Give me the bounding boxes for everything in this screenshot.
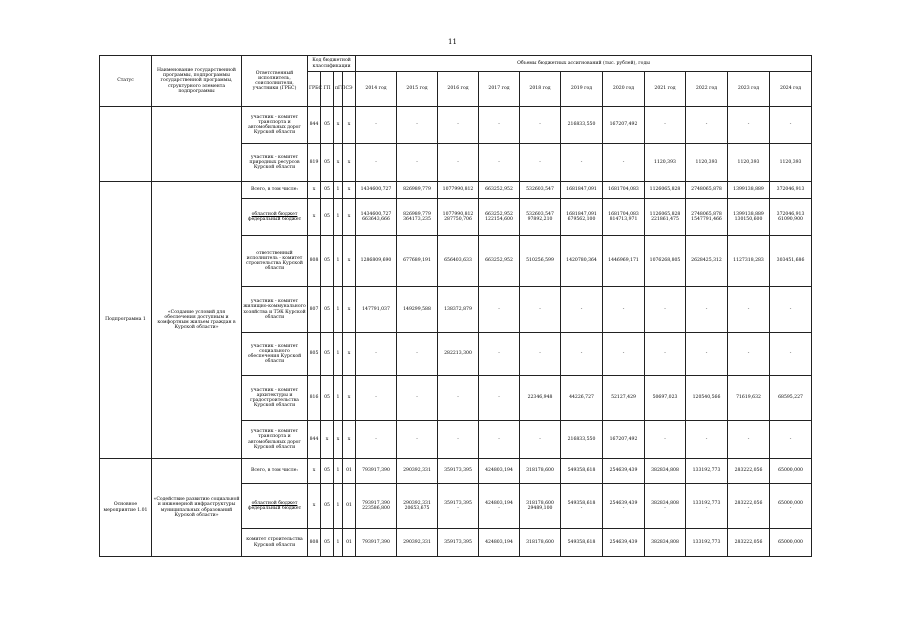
code-cell: 1 [334, 236, 343, 287]
value-cell: 65000,000 [770, 529, 812, 557]
code-cell: 808 [308, 529, 321, 557]
code-cell: 05 [321, 459, 334, 484]
code-cell: 1 [334, 287, 343, 333]
value-cell: 216833,550 [561, 421, 603, 459]
value-regional: 1399138,889 [733, 211, 764, 217]
value-cell: 44226,727 [561, 376, 603, 421]
value-cell: 1420780,364 [561, 236, 603, 287]
value-cell: 138372,879 [438, 287, 479, 333]
header-year: 2022 год [686, 72, 728, 107]
value-cell: - [686, 107, 728, 144]
executor-cell: участник - комитет архитектуры и градостроительства Курской области [242, 376, 308, 421]
value-cell-split [728, 199, 770, 236]
executor-cell: участник - комитет социального обеспечения Курской области [242, 333, 308, 376]
value-regional: 826989,779 [403, 211, 431, 217]
code-cell: x [343, 236, 356, 287]
header-year: 2023 год [728, 72, 770, 107]
value-regional: 1681704,083 [608, 211, 639, 217]
value-cell: - [356, 144, 397, 182]
code-cell: 805 [308, 333, 321, 376]
value-cell-split [770, 199, 812, 236]
code-cell: x [343, 287, 356, 333]
value-cell: 1446969,171 [603, 236, 645, 287]
value-cell: 549358,618 [561, 529, 603, 557]
value-cell: 71619,632 [728, 376, 770, 421]
value-federal: 814713,971 [609, 217, 638, 222]
executor-cell-split [242, 484, 308, 529]
executor-federal-budget: федеральный бюджет [247, 217, 302, 222]
value-regional: 1434600,727 [360, 211, 392, 217]
value-federal: - [664, 506, 666, 511]
value-cell-split [686, 484, 728, 529]
value-cell: 290392,331 [397, 459, 438, 484]
name-cell: «Создание условий для обеспечения доступным и комфортным жильем граждан в Курской области» [152, 182, 242, 459]
value-cell-split [561, 199, 603, 236]
header-executor: Ответственный исполнитель, соисполнители, участники (ГРБС) [242, 56, 308, 107]
code-cell: 1 [334, 199, 343, 236]
value-regional: 254639,439 [609, 500, 638, 506]
value-cell: - [645, 287, 686, 333]
value-cell: - [356, 376, 397, 421]
value-federal: 221861,475 [651, 217, 679, 222]
value-cell-split [645, 199, 686, 236]
value-cell: 2748065,878 [686, 182, 728, 199]
executor-cell: Всего, в том числе: [242, 182, 308, 199]
code-cell: 1 [334, 484, 343, 529]
value-cell-split [356, 484, 397, 529]
value-cell: - [520, 107, 561, 144]
value-cell: 359173,395 [438, 529, 479, 557]
code-cell: 807 [308, 287, 321, 333]
code-cell: 05 [321, 333, 334, 376]
value-cell: 549358,618 [561, 459, 603, 484]
value-regional: 549358,618 [567, 500, 596, 506]
value-regional: 318178,600 [526, 500, 554, 506]
value-cell: 793917,390 [356, 459, 397, 484]
value-cell-split [479, 199, 520, 236]
value-cell: 167207,492 [603, 107, 645, 144]
value-cell: - [356, 333, 397, 376]
value-federal: 1547791,466 [691, 217, 722, 222]
value-cell: 1286809,690 [356, 236, 397, 287]
executor-regional-budget: областной бюджет [251, 211, 298, 217]
value-cell: 318178,600 [520, 529, 561, 557]
header-year: 2014 год [356, 72, 397, 107]
value-regional: 65000,000 [778, 500, 803, 506]
value-cell: 424803,194 [479, 459, 520, 484]
value-regional: 372046,913 [776, 211, 805, 217]
value-federal: 97892,210 [527, 217, 553, 222]
value-cell: - [520, 333, 561, 376]
value-regional: 382834,808 [651, 500, 679, 506]
value-cell: - [479, 333, 520, 376]
value-regional: 424803,194 [485, 500, 513, 506]
value-cell: 1434600,727 [356, 182, 397, 199]
value-federal: 223586,800 [362, 506, 390, 511]
value-regional: 793917,390 [362, 500, 390, 506]
header-year: 2021 год [645, 72, 686, 107]
value-cell: 133192,773 [686, 459, 728, 484]
value-cell: - [561, 333, 603, 376]
header-se: СЭ [343, 72, 356, 107]
value-cell-split [438, 199, 479, 236]
value-cell: 282213,300 [438, 333, 479, 376]
value-cell: - [479, 144, 520, 182]
executor-cell: участник - комитет транспорта и автомобильных дорог Курской области [242, 421, 308, 459]
value-federal: 29489,100 [527, 506, 553, 511]
code-cell: x [308, 199, 321, 236]
value-cell: 52127,429 [603, 376, 645, 421]
code-cell: 1 [334, 333, 343, 376]
value-federal: 364173,235 [403, 217, 431, 222]
budget-table-container [99, 55, 811, 567]
value-cell: - [728, 421, 770, 459]
value-cell: - [770, 421, 812, 459]
value-regional: 1077990,812 [442, 211, 474, 217]
code-cell: x [343, 199, 356, 236]
value-cell: 283222,056 [728, 459, 770, 484]
budget-table [99, 55, 812, 557]
value-cell: 677689,191 [397, 236, 438, 287]
value-federal: - [789, 506, 792, 511]
value-cell: 254639,439 [603, 459, 645, 484]
value-cell: - [770, 333, 812, 376]
header-year: 2017 год [479, 72, 520, 107]
value-federal: 663643,666 [362, 217, 390, 222]
value-cell: 167207,492 [603, 421, 645, 459]
code-cell: 01 [343, 529, 356, 557]
value-cell: 663252,952 [479, 236, 520, 287]
header-year: 2016 год [438, 72, 479, 107]
executor-cell: Всего, в том числе: [242, 459, 308, 484]
code-cell: 844 [308, 107, 321, 144]
value-regional: 1126065,828 [649, 211, 681, 217]
value-cell: - [770, 287, 812, 333]
value-cell: 254639,439 [603, 529, 645, 557]
header-status: Статус [100, 56, 152, 107]
value-cell-split [356, 199, 397, 236]
header-volumes: Объемы бюджетных ассигнований (тыс. рублей), годы [356, 56, 812, 72]
value-cell: - [438, 107, 479, 144]
code-cell: x [343, 376, 356, 421]
value-cell: 656403,633 [438, 236, 479, 287]
value-federal: 61090,900 [778, 217, 803, 222]
value-cell: 318178,600 [520, 459, 561, 484]
code-cell: 05 [321, 107, 334, 144]
value-federal: 287750,706 [444, 217, 472, 222]
value-cell: 283222,056 [728, 529, 770, 557]
value-cell-split [561, 484, 603, 529]
value-cell: 290392,331 [397, 529, 438, 557]
executor-cell: участник - комитет жилищно-коммунального хозяйства и ТЭК Курской области [242, 287, 308, 333]
code-cell: x [334, 421, 343, 459]
header-pgp: пГП [334, 72, 343, 107]
value-cell: 133192,773 [686, 529, 728, 557]
value-cell: - [438, 421, 479, 459]
value-cell-split [479, 484, 520, 529]
code-cell: x [308, 459, 321, 484]
value-cell: 532603,547 [520, 182, 561, 199]
code-cell: 05 [321, 484, 334, 529]
header-gp: ГП [321, 72, 334, 107]
value-cell: 663252,952 [479, 182, 520, 199]
value-cell-split [686, 199, 728, 236]
value-cell: 1126065,828 [645, 182, 686, 199]
value-cell: - [356, 107, 397, 144]
value-cell: - [645, 421, 686, 459]
code-cell: x [343, 144, 356, 182]
value-cell: 424803,194 [479, 529, 520, 557]
header-year: 2015 год [397, 72, 438, 107]
value-cell: - [520, 421, 561, 459]
value-federal: 20653,675 [404, 506, 430, 511]
code-cell: 819 [308, 144, 321, 182]
value-cell: - [397, 376, 438, 421]
code-cell: x [343, 421, 356, 459]
value-cell: 216833,550 [561, 107, 603, 144]
code-cell: 05 [321, 199, 334, 236]
value-cell: 22346,948 [520, 376, 561, 421]
value-cell-split [645, 484, 686, 529]
value-cell: - [479, 376, 520, 421]
header-name: Наименование государственной программы, подпрограммы государственной программы, структурного элемента подпрограммы [152, 56, 242, 107]
value-cell: - [603, 144, 645, 182]
status-cell: Основное мероприятие 1.01 [100, 459, 152, 557]
value-cell: 1681704,083 [603, 182, 645, 199]
value-federal: - [747, 506, 750, 511]
value-cell: 382834,808 [645, 529, 686, 557]
value-federal: - [705, 506, 708, 511]
executor-cell: комитет строительства Курской области [242, 529, 308, 557]
executor-cell-split [242, 199, 308, 236]
value-regional: 532603,547 [526, 211, 554, 217]
page-number: 11 [448, 38, 457, 46]
header-grbs: ГРБС [308, 72, 321, 107]
value-federal: - [580, 506, 583, 511]
value-federal: - [622, 506, 625, 511]
header-year: 2020 год [603, 72, 645, 107]
value-cell: - [397, 421, 438, 459]
code-cell: 05 [321, 529, 334, 557]
table-row [100, 107, 812, 144]
value-cell: - [438, 144, 479, 182]
code-cell: 01 [343, 484, 356, 529]
value-cell-split [520, 484, 561, 529]
value-regional: 133192,773 [692, 500, 721, 506]
value-cell: 120540,566 [686, 376, 728, 421]
header-year: 2024 год [770, 72, 812, 107]
value-cell: 1076268,805 [645, 236, 686, 287]
header-budget-code: Код бюджетной классификации [308, 56, 356, 72]
code-cell: 1 [334, 529, 343, 557]
value-cell: - [603, 333, 645, 376]
value-cell: 68595,227 [770, 376, 812, 421]
value-federal: - [498, 506, 500, 511]
table-row [100, 459, 812, 484]
code-cell: 1 [334, 182, 343, 199]
value-federal: 130150,600 [734, 217, 763, 222]
code-cell: 05 [321, 287, 334, 333]
value-cell: - [520, 287, 561, 333]
value-cell: 1127318,283 [728, 236, 770, 287]
code-cell: 01 [343, 459, 356, 484]
value-cell: 1120,393 [770, 144, 812, 182]
value-cell: - [479, 421, 520, 459]
value-cell: - [770, 107, 812, 144]
code-cell: x [343, 182, 356, 199]
value-cell-split [520, 199, 561, 236]
value-regional: 290392,331 [403, 500, 431, 506]
value-federal: 679562,100 [567, 217, 596, 222]
value-cell: 372046,913 [770, 182, 812, 199]
executor-cell: участник - комитет природных ресурсов Курской области [242, 144, 308, 182]
executor-federal-budget: федеральный бюджет [247, 506, 302, 511]
value-cell: 1399138,889 [728, 182, 770, 199]
value-cell: - [686, 287, 728, 333]
value-cell: - [479, 287, 520, 333]
value-cell: 1120,393 [728, 144, 770, 182]
status-cell-empty [100, 107, 152, 182]
value-regional: 2748065,878 [691, 211, 722, 217]
value-cell-split [728, 484, 770, 529]
value-cell: 826989,779 [397, 182, 438, 199]
value-cell-split [397, 484, 438, 529]
value-cell: - [520, 144, 561, 182]
value-cell: 382834,808 [645, 459, 686, 484]
value-cell: 50697,023 [645, 376, 686, 421]
code-cell: x [308, 182, 321, 199]
table-row [100, 182, 812, 199]
value-cell: - [397, 144, 438, 182]
value-cell: 149299,588 [397, 287, 438, 333]
value-cell: 303451,686 [770, 236, 812, 287]
value-cell: - [728, 287, 770, 333]
value-cell: - [479, 107, 520, 144]
value-cell-split [603, 484, 645, 529]
code-cell: 1 [334, 459, 343, 484]
value-regional: 359173,395 [444, 500, 472, 506]
value-cell: 1120,393 [686, 144, 728, 182]
value-cell: 1120,393 [645, 144, 686, 182]
code-cell: x [308, 484, 321, 529]
value-cell-split [770, 484, 812, 529]
value-cell: 793917,390 [356, 529, 397, 557]
code-cell: 05 [321, 376, 334, 421]
code-cell: 1 [334, 376, 343, 421]
value-regional: 283222,056 [734, 500, 763, 506]
name-cell: «Содействие развитию социальной и инженерной инфраструктуры муниципальных образований Курской области» [152, 459, 242, 557]
code-cell: x [321, 421, 334, 459]
value-cell: 359173,395 [438, 459, 479, 484]
code-cell: x [343, 107, 356, 144]
value-cell: - [561, 144, 603, 182]
value-cell: - [728, 333, 770, 376]
value-regional: 1681847,091 [566, 211, 597, 217]
value-cell: - [561, 287, 603, 333]
code-cell: x [334, 144, 343, 182]
value-cell: - [438, 376, 479, 421]
value-cell: 1681847,091 [561, 182, 603, 199]
code-cell: 05 [321, 144, 334, 182]
value-cell: - [603, 287, 645, 333]
value-cell: - [356, 421, 397, 459]
value-cell: 2628425,312 [686, 236, 728, 287]
name-cell-empty [152, 107, 242, 182]
code-cell: x [343, 333, 356, 376]
executor-regional-budget: областной бюджет [251, 500, 298, 506]
code-cell: 05 [321, 236, 334, 287]
value-cell: - [686, 421, 728, 459]
value-cell-split [438, 484, 479, 529]
header-year: 2019 год [561, 72, 603, 107]
code-cell: x [334, 107, 343, 144]
value-cell: - [645, 107, 686, 144]
value-federal: - [457, 506, 459, 511]
value-cell: 147791,037 [356, 287, 397, 333]
code-cell: 816 [308, 376, 321, 421]
value-cell: 65000,000 [770, 459, 812, 484]
status-cell: Подпрограмма 1 [100, 182, 152, 459]
value-cell-split [397, 199, 438, 236]
executor-cell: участник - комитет транспорта и автомобильных дорог Курской области [242, 107, 308, 144]
value-cell: - [645, 333, 686, 376]
value-cell: - [397, 107, 438, 144]
value-federal: 122154,600 [485, 217, 513, 222]
value-cell: 510256,599 [520, 236, 561, 287]
value-cell-split [603, 199, 645, 236]
executor-cell: ответственный исполнитель - комитет строительства Курской области [242, 236, 308, 287]
value-cell: - [686, 333, 728, 376]
code-cell: 808 [308, 236, 321, 287]
value-cell: - [728, 107, 770, 144]
value-cell: 1077990,812 [438, 182, 479, 199]
code-cell: 844 [308, 421, 321, 459]
value-cell: - [397, 333, 438, 376]
header-year: 2018 год [520, 72, 561, 107]
code-cell: 05 [321, 182, 334, 199]
value-regional: 663252,952 [485, 211, 513, 217]
